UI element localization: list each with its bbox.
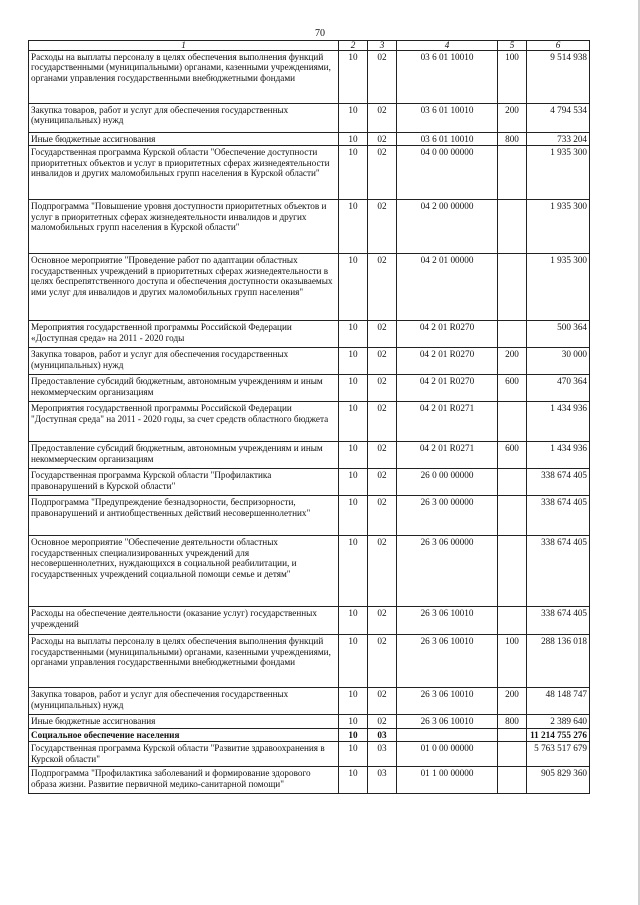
cell-pr: 02 bbox=[368, 200, 397, 254]
cell-csr: 03 6 01 10010 bbox=[397, 104, 498, 133]
cell-pr: 02 bbox=[368, 496, 397, 536]
cell-rz: 10 bbox=[339, 688, 368, 715]
cell-vr bbox=[498, 767, 527, 794]
cell-rz: 10 bbox=[339, 728, 368, 741]
cell-csr: 04 2 00 00000 bbox=[397, 200, 498, 254]
cell-pr: 02 bbox=[368, 715, 397, 728]
cell-rz: 10 bbox=[339, 442, 368, 469]
cell-vr bbox=[498, 254, 527, 321]
cell-rz: 10 bbox=[339, 635, 368, 688]
cell-pr: 02 bbox=[368, 133, 397, 146]
table-row bbox=[29, 469, 590, 496]
column-header: 6 bbox=[527, 41, 590, 51]
cell-vr: 800 bbox=[498, 715, 527, 728]
cell-rz: 10 bbox=[339, 715, 368, 728]
cell-sum: 9 514 938 bbox=[527, 51, 590, 104]
cell-pr: 02 bbox=[368, 635, 397, 688]
cell-pr: 02 bbox=[368, 254, 397, 321]
table-row bbox=[29, 321, 590, 348]
cell-csr: 26 3 06 10010 bbox=[397, 715, 498, 728]
cell-rz: 10 bbox=[339, 402, 368, 442]
cell-vr: 100 bbox=[498, 635, 527, 688]
cell-vr bbox=[498, 469, 527, 496]
cell-sum: 30 000 bbox=[527, 348, 590, 375]
cell-name: Мероприятия государственной программы Российской Федерации "Доступная среда" на 2011 - 2020 годы, за счет средств областного бюджета bbox=[29, 402, 339, 442]
cell-csr: 04 2 01 R0270 bbox=[397, 375, 498, 402]
cell-pr: 02 bbox=[368, 51, 397, 104]
table-row bbox=[29, 767, 590, 794]
cell-csr: 04 2 01 00000 bbox=[397, 254, 498, 321]
table-row bbox=[29, 51, 590, 104]
cell-name: Мероприятия государственной программы Российской Федерации «Доступная среда» на 2011 - 2020 годы bbox=[29, 321, 339, 348]
cell-pr: 02 bbox=[368, 375, 397, 402]
table-row bbox=[29, 536, 590, 607]
cell-rz: 10 bbox=[339, 321, 368, 348]
cell-csr: 26 3 06 10010 bbox=[397, 607, 498, 635]
cell-vr: 200 bbox=[498, 688, 527, 715]
cell-pr: 03 bbox=[368, 767, 397, 794]
cell-name: Расходы на выплаты персоналу в целях обеспечения выполнения функций государственными (муниципальными) органами, казенными учреждениями, органами управления государственными внебюджетными фондами bbox=[29, 51, 339, 104]
cell-pr: 02 bbox=[368, 348, 397, 375]
table-row bbox=[29, 146, 590, 200]
column-header: 2 bbox=[339, 41, 368, 51]
cell-vr: 800 bbox=[498, 133, 527, 146]
cell-name: Закупка товаров, работ и услуг для обеспечения государственных (муниципальных) нужд bbox=[29, 688, 339, 715]
table-row bbox=[29, 402, 590, 442]
table-row bbox=[29, 442, 590, 469]
cell-pr: 02 bbox=[368, 536, 397, 607]
column-header: 4 bbox=[397, 41, 498, 51]
cell-vr: 600 bbox=[498, 375, 527, 402]
cell-vr: 200 bbox=[498, 104, 527, 133]
cell-csr: 26 3 06 00000 bbox=[397, 536, 498, 607]
cell-csr bbox=[397, 728, 498, 741]
cell-sum: 905 829 360 bbox=[527, 767, 590, 794]
cell-csr: 26 0 00 00000 bbox=[397, 469, 498, 496]
cell-sum: 500 364 bbox=[527, 321, 590, 348]
table-row bbox=[29, 348, 590, 375]
cell-csr: 03 6 01 10010 bbox=[397, 133, 498, 146]
cell-vr: 100 bbox=[498, 51, 527, 104]
cell-name: Основное мероприятие "Обеспечение деятельности областных государственных специализированных учреждений для несовершеннолетних, нуждающихся в социальной реабилитации, и государственных учреждений социальной помощи семье и детям" bbox=[29, 536, 339, 607]
cell-csr: 04 2 01 R0270 bbox=[397, 321, 498, 348]
cell-vr bbox=[498, 146, 527, 200]
cell-name: Подпрограмма "Предупреждение безнадзорности, беспризорности, правонарушений и антиобщественных действий несовершеннолетних" bbox=[29, 496, 339, 536]
cell-vr bbox=[498, 321, 527, 348]
cell-rz: 10 bbox=[339, 536, 368, 607]
cell-pr: 02 bbox=[368, 442, 397, 469]
table-row bbox=[29, 742, 590, 767]
cell-pr: 02 bbox=[368, 607, 397, 635]
cell-name: Расходы на обеспечение деятельности (оказание услуг) государственных учреждений bbox=[29, 607, 339, 635]
cell-name: Государственная программа Курской области "Профилактика правонарушений в Курской области" bbox=[29, 469, 339, 496]
budget-table bbox=[28, 40, 590, 794]
cell-vr bbox=[498, 742, 527, 767]
cell-name: Государственная программа Курской области "Обеспечение доступности приоритетных объектов и услуг в приоритетных сферах жизнедеятельности инвалидов и других маломобильных групп населения в Курской области" bbox=[29, 146, 339, 200]
cell-rz: 10 bbox=[339, 254, 368, 321]
cell-vr bbox=[498, 728, 527, 741]
cell-rz: 10 bbox=[339, 104, 368, 133]
cell-rz: 10 bbox=[339, 607, 368, 635]
cell-sum: 2 389 640 bbox=[527, 715, 590, 728]
table-header-row bbox=[29, 41, 590, 51]
cell-sum: 4 794 534 bbox=[527, 104, 590, 133]
cell-csr: 04 0 00 00000 bbox=[397, 146, 498, 200]
table-row bbox=[29, 375, 590, 402]
cell-pr: 02 bbox=[368, 469, 397, 496]
cell-csr: 01 0 00 00000 bbox=[397, 742, 498, 767]
cell-rz: 10 bbox=[339, 348, 368, 375]
cell-rz: 10 bbox=[339, 146, 368, 200]
cell-name: Предоставление субсидий бюджетным, автономным учреждениям и иным некоммерческим организациям bbox=[29, 375, 339, 402]
cell-sum: 1 434 936 bbox=[527, 402, 590, 442]
cell-sum: 338 674 405 bbox=[527, 536, 590, 607]
cell-sum: 48 148 747 bbox=[527, 688, 590, 715]
cell-csr: 26 3 06 10010 bbox=[397, 635, 498, 688]
table-row bbox=[29, 728, 590, 741]
cell-csr: 04 2 01 R0270 bbox=[397, 348, 498, 375]
table-row bbox=[29, 715, 590, 728]
cell-sum: 470 364 bbox=[527, 375, 590, 402]
cell-pr: 02 bbox=[368, 402, 397, 442]
table-row bbox=[29, 254, 590, 321]
cell-csr: 04 2 01 R0271 bbox=[397, 442, 498, 469]
cell-csr: 01 1 00 00000 bbox=[397, 767, 498, 794]
cell-sum: 733 204 bbox=[527, 133, 590, 146]
cell-sum: 338 674 405 bbox=[527, 496, 590, 536]
table-row bbox=[29, 635, 590, 688]
cell-rz: 10 bbox=[339, 767, 368, 794]
cell-sum: 1 434 936 bbox=[527, 442, 590, 469]
cell-rz: 10 bbox=[339, 469, 368, 496]
cell-name: Государственная программа Курской области "Развитие здравоохранения в Курской области" bbox=[29, 742, 339, 767]
cell-name: Подпрограмма "Повышение уровня доступности приоритетных объектов и услуг в приоритетных сферах жизнедеятельности инвалидов и других маломобильных групп населения в Курской области" bbox=[29, 200, 339, 254]
table-row bbox=[29, 104, 590, 133]
cell-rz: 10 bbox=[339, 496, 368, 536]
cell-sum: 1 935 300 bbox=[527, 254, 590, 321]
cell-vr bbox=[498, 402, 527, 442]
cell-name: Подпрограмма "Профилактика заболеваний и формирование здорового образа жизни. Развитие первичной медико-санитарной помощи" bbox=[29, 767, 339, 794]
cell-pr: 03 bbox=[368, 728, 397, 741]
cell-vr: 200 bbox=[498, 348, 527, 375]
cell-vr bbox=[498, 536, 527, 607]
cell-name: Закупка товаров, работ и услуг для обеспечения государственных (муниципальных) нужд bbox=[29, 348, 339, 375]
cell-pr: 02 bbox=[368, 321, 397, 348]
cell-pr: 03 bbox=[368, 742, 397, 767]
table-row bbox=[29, 496, 590, 536]
cell-vr bbox=[498, 200, 527, 254]
cell-rz: 10 bbox=[339, 133, 368, 146]
cell-vr bbox=[498, 496, 527, 536]
cell-csr: 26 3 06 10010 bbox=[397, 688, 498, 715]
cell-sum: 288 136 018 bbox=[527, 635, 590, 688]
cell-pr: 02 bbox=[368, 688, 397, 715]
cell-rz: 10 bbox=[339, 51, 368, 104]
cell-name: Предоставление субсидий бюджетным, автономным учреждениям и иным некоммерческим организациям bbox=[29, 442, 339, 469]
column-header: 5 bbox=[498, 41, 527, 51]
cell-sum: 1 935 300 bbox=[527, 146, 590, 200]
cell-name: Расходы на выплаты персоналу в целях обеспечения выполнения функций государственными (муниципальными) органами, казенными учреждениями, органами управления государственными внебюджетными фондами bbox=[29, 635, 339, 688]
cell-name: Основное мероприятие "Проведение работ по адаптации областных государственных учреждений в приоритетных сферах жизнедеятельности в целях беспрепятственного доступа и обеспечения доступности оказываемых ими услуг для инвалидов и других маломобильных групп населения" bbox=[29, 254, 339, 321]
cell-name: Иные бюджетные ассигнования bbox=[29, 715, 339, 728]
column-header: 1 bbox=[29, 41, 339, 51]
column-header: 3 bbox=[368, 41, 397, 51]
cell-csr: 26 3 00 00000 bbox=[397, 496, 498, 536]
cell-vr: 600 bbox=[498, 442, 527, 469]
cell-csr: 03 6 01 10010 bbox=[397, 51, 498, 104]
cell-sum: 11 214 755 276 bbox=[527, 728, 590, 741]
cell-vr bbox=[498, 607, 527, 635]
page-number: 70 bbox=[315, 28, 325, 39]
cell-rz: 10 bbox=[339, 375, 368, 402]
table-row bbox=[29, 688, 590, 715]
table-row bbox=[29, 133, 590, 146]
cell-pr: 02 bbox=[368, 146, 397, 200]
cell-sum: 1 935 300 bbox=[527, 200, 590, 254]
cell-pr: 02 bbox=[368, 104, 397, 133]
cell-name: Иные бюджетные ассигнования bbox=[29, 133, 339, 146]
cell-csr: 04 2 01 R0271 bbox=[397, 402, 498, 442]
table-row bbox=[29, 200, 590, 254]
table-row bbox=[29, 607, 590, 635]
cell-sum: 338 674 405 bbox=[527, 469, 590, 496]
cell-name: Закупка товаров, работ и услуг для обеспечения государственных (муниципальных) нужд bbox=[29, 104, 339, 133]
cell-name: Социальное обеспечение населения bbox=[29, 728, 339, 741]
cell-rz: 10 bbox=[339, 742, 368, 767]
cell-sum: 5 763 517 679 bbox=[527, 742, 590, 767]
cell-rz: 10 bbox=[339, 200, 368, 254]
cell-sum: 338 674 405 bbox=[527, 607, 590, 635]
